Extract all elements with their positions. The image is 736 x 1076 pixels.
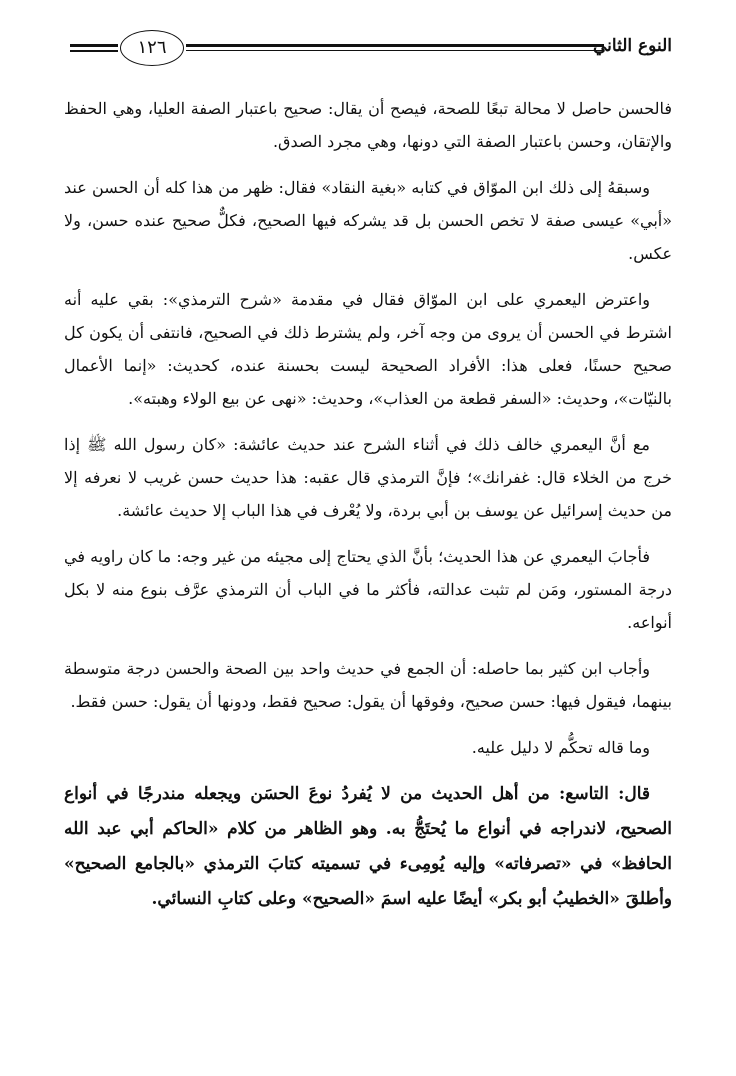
page-number: ١٢٦ xyxy=(120,30,184,66)
header-rule-middle-thin xyxy=(186,50,604,51)
paragraph-5: فأجابَ اليعمري عن هذا الحديث؛ بأنَّ الذي يحتاج إلى مجيئه من غير وجه: ما كان راويه في درجة المستور، ومَن لم تثبت عدالته، فأكثر ما في الباب أن الترمذي عرَّف بنوع منه لا بكل أنواعه. xyxy=(64,547,672,632)
header-rule-left-thin xyxy=(70,50,118,52)
paragraph-4: مع أنَّ اليعمري خالف ذلك في أثناء الشرح عند حديث عائشة: «كان رسول الله ﷺ إذا خرج من الخلاء قال: غفرانك»؛ فإنَّ الترمذي قال عقبه: هذا حديث حسن غريب لا نعرفه إلا من حديث إسرائيل عن يوسف بن أبي بردة، ولا يُعْرف في هذا الباب إلا حديث عائشة. xyxy=(64,435,672,520)
header-rule-middle xyxy=(186,44,604,47)
section-title: النوع الثاني xyxy=(593,36,672,56)
paragraph-3: واعترض اليعمري على ابن الموّاق فقال في مقدمة «شرح الترمذي»: بقي عليه أنه اشترط في الحسن أن يروى من وجه آخر، ولم يشترط ذلك في الصحيح، فانتفى أن يكون كل صحيح حسنًا، فعلى هذا: الأفراد الصحيحة ليست بحسنة عنده، كحديث: «إنما الأعمال بالنيّات»، وحديث: «السفر قطعة من العذاب»، وحديث: «نهى عن بيع الولاء وهبته». xyxy=(64,290,672,408)
page-body xyxy=(64,92,672,930)
page-header xyxy=(60,30,676,72)
header-rule-left xyxy=(70,44,118,47)
paragraph-7: وما قاله تحكُّم لا دليل عليه. xyxy=(471,738,650,757)
paragraph-2: وسبقهُ إلى ذلك ابن الموّاق في كتابه «بغية النقاد» فقال: ظهر من هذا كله أن الحسن عند «أبي» عيسى صفة لا تخص الحسن بل قد يشركه فيها الصحيح، فكلٌّ صحيح عنده حسن، ولا عكس. xyxy=(64,178,673,263)
quoted-text-paragraph: قال: التاسع: من أهل الحديث من لا يُفردُ نوعَ الحسَن ويجعله مندرجًا في أنواع الصحيح، لاندراجه في أنواع ما يُحتَجُّ به. وهو الظاهر من كلام «الحاكم أبي عبد الله الحافظ» في «تصرفاته» وإليه يُومِىء في تسميته كتابَ الترمذي «بالجامع الصحيح» وأطلقَ «الخطيبُ أبو بكر» أيضًا عليه اسمَ «الصحيح» وعلى كتابِ النسائي. xyxy=(64,784,672,909)
paragraph-6: وأجاب ابن كثير بما حاصله: أن الجمع في حديث واحد بين الصحة والحسن درجة متوسطة بينهما، فيقول فيها: حسن صحيح، وفوقها أن يقول: صحيح فقط، ودونها أن يقول: حسن فقط. xyxy=(64,659,672,711)
paragraph-1: فالحسن حاصل لا محالة تبعًا للصحة، فيصح أن يقال: صحيح باعتبار الصفة العليا، وهي الحفظ والإتقان، وحسن باعتبار الصفة التي دونها، وهي مجرد الصدق. xyxy=(64,99,672,151)
